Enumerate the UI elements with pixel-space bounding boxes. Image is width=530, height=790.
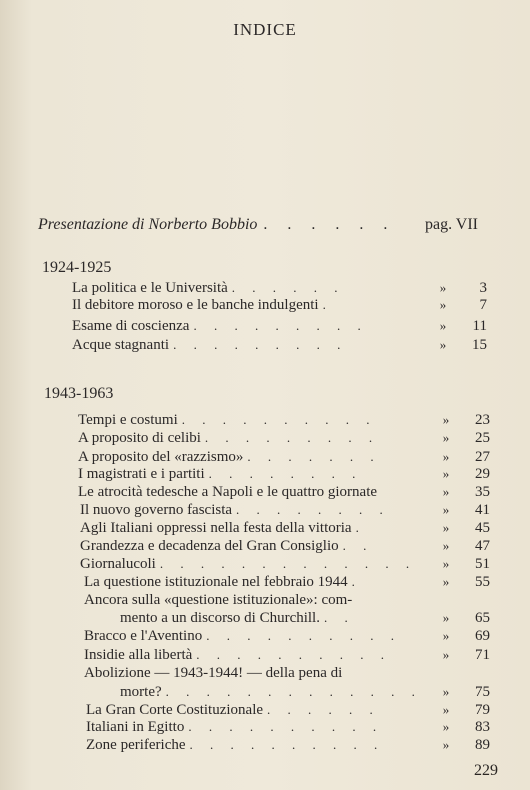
toc-entry [120,684,490,702]
entry-label: Esame di coscienza [72,318,190,334]
ditto-mark: » [442,647,450,662]
entry-label: mento a un discorso di Churchill. [120,610,320,626]
entry-label: Abolizione — 1943-1944! — della pena di [84,665,343,681]
toc-entry [80,502,490,520]
leader-dots: . . . . . . . . . . . . . [159,556,417,571]
leader-dots: . [351,574,362,589]
entry-page: 29 [475,466,490,482]
leader-dots: . . . . . . [267,702,380,717]
toc-entry [72,318,487,336]
ditto-mark: » [439,318,447,333]
entry-page: 27 [475,449,490,465]
toc-entry [80,520,490,538]
entry-label: Le atrocità tedesche a Napoli e le quattro giornate [78,484,378,500]
toc-entry [84,628,490,646]
toc-entry [72,337,487,355]
toc-entry [78,412,490,430]
leader-dots: . . . . . . . . . . [181,412,377,427]
ditto-mark: » [442,556,450,571]
entry-label: Tempi e costumi [78,412,178,428]
entry-page: 35 [475,484,490,500]
toc-entry [78,449,490,467]
entry-page: 83 [475,719,490,735]
leader-dots: . . . . . . [231,280,345,295]
ditto-mark: » [439,337,447,352]
entry-page: 25 [475,430,490,446]
entry-page: 69 [475,628,490,644]
ditto-mark: » [442,737,450,752]
toc-entry [120,610,490,628]
ditto-mark: » [442,412,450,427]
entry-page: 7 [479,297,487,313]
entry-label: Bracco e l'Aventino [84,628,203,644]
ditto-mark: » [442,466,450,481]
entry-label: morte? [120,684,162,700]
presentazione-label: Presentazione di Norberto Bobbio [38,216,258,233]
entry-label: Ancora sulla «questione istituzionale»: com- [84,592,353,608]
entry-label: La Gran Corte Costituzionale [86,702,264,718]
page-number: 229 [474,762,498,779]
entry-label: Grandezza e decadenza del Gran Consiglio [80,538,339,554]
ditto-mark: » [442,449,450,464]
leader-dots: . . [323,610,355,625]
entry-label: A proposito del «razzismo» [78,449,244,465]
leader-dots: . . . . . . . . . [193,318,368,333]
entry-page: 51 [475,556,490,572]
toc-entry [72,297,487,315]
leader-dots: . . . . . . . . . . . . . [165,684,422,699]
toc-entry [84,665,490,683]
ditto-mark: » [442,484,450,499]
leader-dots: . . . . . . . . . [173,337,348,352]
leader-dots: . . . . . . . . . . [189,737,385,752]
entry-label: A proposito di celibi [78,430,201,446]
page-title: INDICE [233,20,297,39]
toc-entry [86,719,490,737]
leader-dots: . . [342,538,374,553]
ditto-mark: » [442,702,450,717]
toc-entry [84,574,490,592]
ditto-mark: » [439,280,447,295]
toc-entry [78,466,490,484]
toc-entry [86,737,490,755]
toc-entry [78,430,490,448]
entry-page: 45 [475,520,490,536]
entry-label: Insidie alla libertà [84,647,193,663]
entry-label: La politica e le Università [72,280,228,296]
toc-entry [80,538,490,556]
leader-dots: . . . . . . . . . [204,430,380,445]
entry-page: 65 [475,610,490,626]
entry-page: 41 [475,502,490,518]
leader-dots: . . . . . . [263,216,396,233]
entry-page: 55 [475,574,490,590]
ditto-mark: » [442,574,450,589]
entry-page: 89 [475,737,490,753]
entry-page: 79 [475,702,490,718]
entry-page: 3 [479,280,487,296]
ditto-mark: » [442,538,450,553]
entry-label: Acque stagnanti [72,337,170,353]
presentazione-entry [38,216,478,234]
leader-dots: . . . . . . . . . . [196,647,392,662]
entry-page: 71 [475,647,490,663]
section-heading-1943: 1943-1963 [44,385,114,402]
presentazione-page: pag. VII [424,216,478,233]
leader-dots: . . . . . . . [247,449,381,464]
entry-page: 11 [472,318,487,334]
ditto-mark: » [439,297,447,312]
ditto-mark: » [442,684,450,699]
leader-dots: . [355,520,366,535]
entry-label: Il debitore moroso e le banche indulgenti [72,297,319,313]
entry-label: Zone periferiche [86,737,186,753]
entry-page: 23 [475,412,490,428]
toc-entry [86,702,490,720]
entry-page: 75 [475,684,490,700]
bleed-through-text [305,30,520,190]
toc-entry [72,280,487,298]
leader-dots: . . . . . . . . . . [188,719,384,734]
entry-label: Giornalucoli [80,556,156,572]
entry-label: I magistrati e i partiti [78,466,205,482]
leader-dots: . . . . . . . . . . [206,628,401,643]
ditto-mark: » [442,719,450,734]
leader-dots: . [322,297,333,312]
leader-dots: . . . . . . . . [236,502,390,517]
toc-entry [84,592,490,610]
entry-page: 47 [475,538,490,554]
entry-page: 15 [472,337,487,353]
entry-label: Agli Italiani oppressi nella festa della vittoria [80,520,352,536]
toc-entry [80,556,490,574]
ditto-mark: » [442,610,450,625]
ditto-mark: » [442,628,450,643]
ditto-mark: » [442,520,450,535]
section-heading-1924: 1924-1925 [42,259,112,276]
leader-dots: . . . . . . . . [208,466,363,481]
entry-label: Il nuovo governo fascista [80,502,233,518]
ditto-mark: » [442,430,450,445]
entry-label: La questione istituzionale nel febbraio 1944 [84,574,348,590]
ditto-mark: » [442,502,450,517]
toc-entry [84,647,490,665]
toc-entry [78,484,490,502]
entry-label: Italiani in Egitto [86,719,185,735]
